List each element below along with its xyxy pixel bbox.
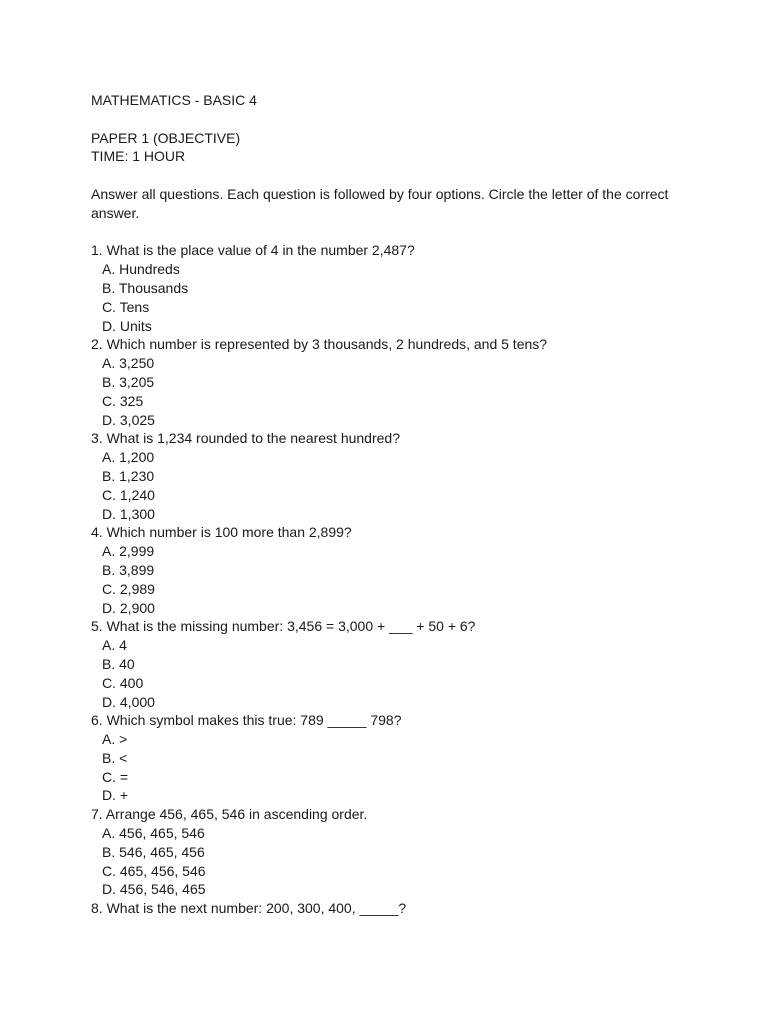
answer-option[interactable]: D. 4,000 <box>102 693 155 710</box>
spacer <box>91 110 681 129</box>
question-item <box>91 805 681 899</box>
paper-label: PAPER 1 (OBJECTIVE) <box>91 129 241 146</box>
answer-option[interactable]: B. 546, 465, 456 <box>102 843 205 860</box>
question-text: 2. Which number is represented by 3 thousands, 2 hundreds, and 5 tens? <box>91 336 548 353</box>
exam-title: MATHEMATICS - BASIC 4 <box>91 92 257 108</box>
question-item <box>91 899 681 918</box>
answer-option[interactable]: C. 325 <box>102 392 144 409</box>
answer-option[interactable]: A. Hundreds <box>102 261 180 278</box>
question-item <box>91 335 681 429</box>
spacer <box>91 223 681 242</box>
question-text: 3. What is 1,234 rounded to the nearest hundred? <box>91 430 400 447</box>
answer-option[interactable]: D. 3,025 <box>102 411 155 428</box>
question-text: 4. Which number is 100 more than 2,899? <box>91 524 352 541</box>
answer-option[interactable]: D. 456, 546, 465 <box>102 881 206 898</box>
answer-option[interactable]: A. 3,250 <box>102 355 155 372</box>
answer-option[interactable]: A. 2,999 <box>102 543 155 560</box>
answer-option[interactable]: C. 2,989 <box>102 580 155 597</box>
instructions: Answer all questions. Each question is followed by four options. Circle the letter of the correct answer. <box>91 185 673 221</box>
question-item <box>91 241 681 335</box>
answer-option[interactable]: B. 3,205 <box>102 373 155 390</box>
answer-option[interactable]: A. 456, 465, 546 <box>102 825 205 842</box>
answer-option[interactable]: B. < <box>102 749 128 766</box>
answer-option[interactable]: C. = <box>102 768 129 785</box>
answer-option[interactable]: B. 3,899 <box>102 561 155 578</box>
question-item <box>91 617 681 711</box>
question-text: 6. Which symbol makes this true: 789 _____ 798? <box>91 712 402 729</box>
time-label: TIME: 1 HOUR <box>91 148 186 165</box>
question-text: 8. What is the next number: 200, 300, 400, _____? <box>91 900 407 917</box>
answer-option[interactable]: A. 4 <box>102 637 127 654</box>
answer-option[interactable]: D. + <box>102 787 129 804</box>
answer-option[interactable]: D. Units <box>102 317 152 334</box>
answer-option[interactable]: C. Tens <box>102 298 150 315</box>
answer-option[interactable]: B. 40 <box>102 655 135 672</box>
answer-option[interactable]: D. 2,900 <box>102 599 155 616</box>
answer-option[interactable]: B. 1,230 <box>102 467 155 484</box>
spacer <box>91 166 681 185</box>
answer-option[interactable]: C. 400 <box>102 674 144 691</box>
question-list <box>91 241 681 918</box>
answer-option[interactable]: C. 465, 456, 546 <box>102 862 206 879</box>
answer-option[interactable]: A. 1,200 <box>102 449 155 466</box>
question-item <box>91 711 681 805</box>
answer-option[interactable]: D. 1,300 <box>102 505 155 522</box>
answer-option[interactable]: B. Thousands <box>102 279 189 296</box>
question-item <box>91 429 681 523</box>
answer-option[interactable]: C. 1,240 <box>102 486 155 503</box>
question-item <box>91 523 681 617</box>
exam-page <box>91 91 681 918</box>
answer-option[interactable]: A. > <box>102 731 128 748</box>
question-text: 1. What is the place value of 4 in the number 2,487? <box>91 242 415 259</box>
question-text: 5. What is the missing number: 3,456 = 3,000 + ___ + 50 + 6? <box>91 618 476 635</box>
question-text: 7. Arrange 456, 465, 546 in ascending order. <box>91 806 368 823</box>
